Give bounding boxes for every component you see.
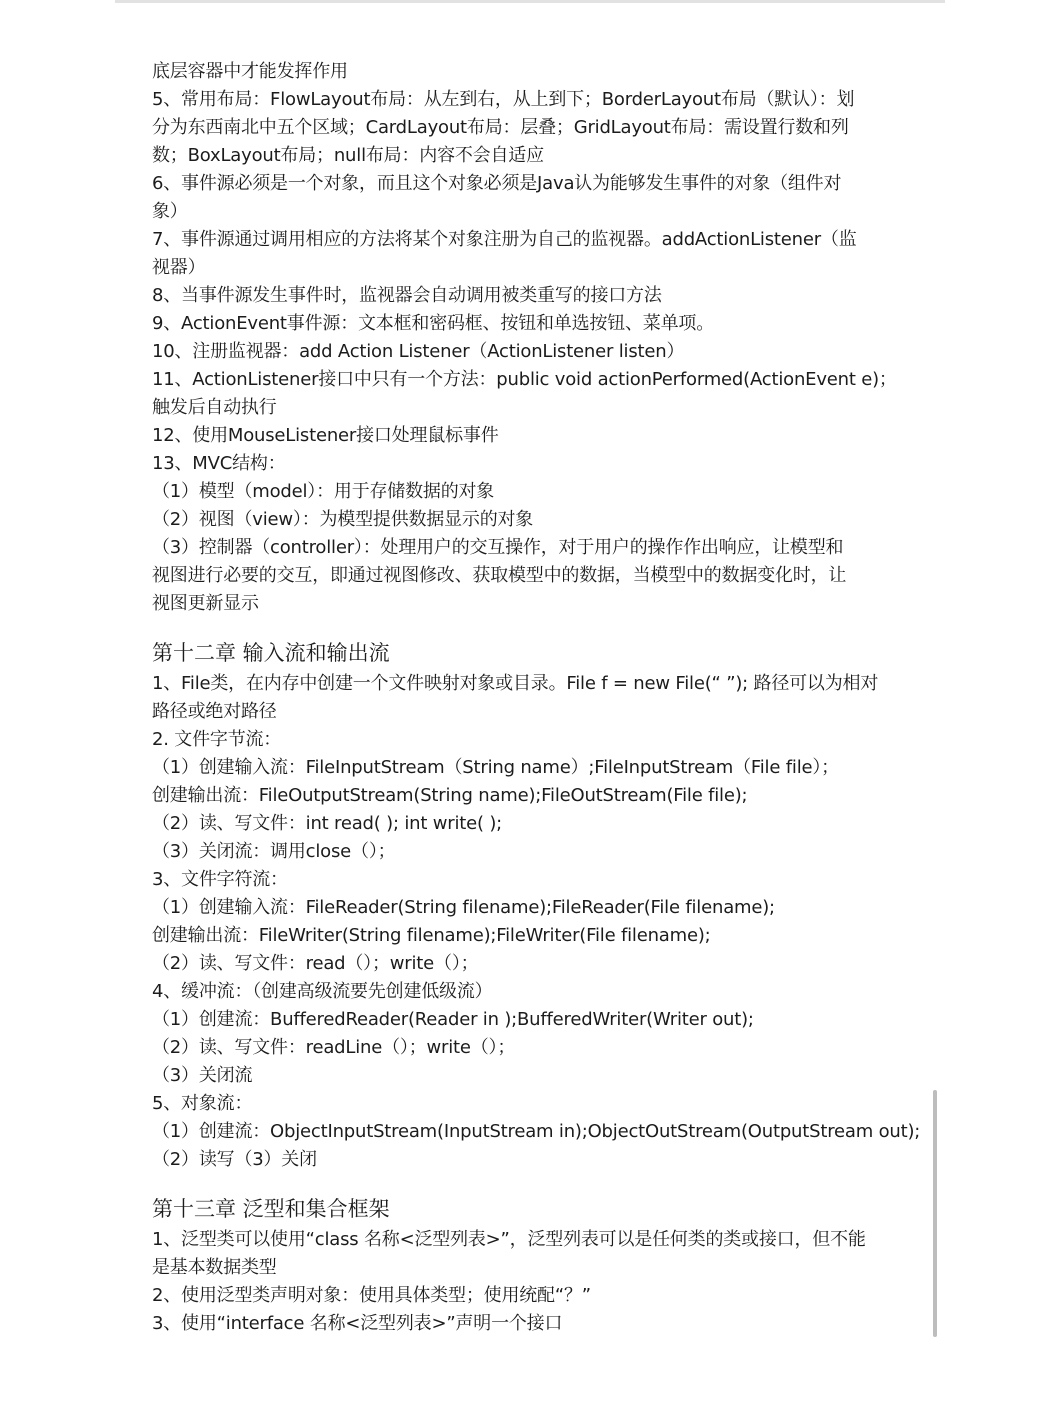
text-line: 9、ActionEvent事件源：文本框和密码框、按钮和单选按钮、菜单项。 xyxy=(152,313,714,334)
text-line: 2. 文件字节流： xyxy=(152,729,282,750)
text-line: 11、ActionListener接口中只有一个方法：public void actionPerformed(ActionEvent e)； xyxy=(152,369,897,390)
text-line: 5、对象流： xyxy=(152,1093,253,1114)
text-line: 路径或绝对路径 xyxy=(152,701,277,722)
chapter-heading: 第十二章 输入流和输出流 xyxy=(152,641,390,665)
text-line: （2）读、写文件：read（）；write（）； xyxy=(152,953,479,974)
text-line: （2）读、写文件：int read( ); int write( ); xyxy=(152,813,503,834)
text-line: （1）创建流：BufferedReader(Reader in );BufferedWriter(Writer out); xyxy=(152,1009,754,1030)
section-gap xyxy=(152,618,942,636)
text-line: （1）模型（model）：用于存储数据的对象 xyxy=(152,481,495,502)
text-line: 1、泛型类可以使用“class 名称<泛型列表>”，泛型列表可以是任何类的类或接口，但不能 xyxy=(152,1229,866,1250)
text-line: 4、缓冲流：（创建高级流要先创建低级流） xyxy=(152,981,493,1002)
text-line: 13、MVC结构： xyxy=(152,453,286,474)
text-line: （3）控制器（controller）：处理用户的交互操作，对于用户的操作作出响应，让模型和 xyxy=(152,537,844,558)
text-line: 12、使用MouseListener接口处理鼠标事件 xyxy=(152,425,499,446)
scrollbar-thumb[interactable] xyxy=(933,1090,937,1337)
text-line: 视器） xyxy=(152,257,206,278)
text-line: 底层容器中才能发挥作用 xyxy=(152,61,348,82)
text-line: （1）创建输入流：FileInputStream（String name）;FileInputStream（File file）； xyxy=(152,757,839,778)
document-page xyxy=(152,58,942,1338)
text-line: （2）视图（view）：为模型提供数据显示的对象 xyxy=(152,509,534,530)
text-line: 视图进行必要的交互，即通过视图修改、获取模型中的数据，当模型中的数据变化时，让 xyxy=(152,565,847,586)
text-line: （2）读写（3）关闭 xyxy=(152,1149,317,1170)
text-line: 创建输出流：FileWriter(String filename);FileWriter(File filename); xyxy=(152,925,711,946)
text-line: 8、当事件源发生事件时，监视器会自动调用被类重写的接口方法 xyxy=(152,285,662,306)
text-line: 触发后自动执行 xyxy=(152,397,277,418)
text-line: （3）关闭流：调用close（）； xyxy=(152,841,396,862)
text-line: 1、File类，在内存中创建一个文件映射对象或目录。File f = new File(“ ”); 路径可以为相对 xyxy=(152,673,879,694)
text-line: 5、常用布局：FlowLayout布局：从左到右，从上到下；BorderLayout布局（默认）：划 xyxy=(152,89,855,110)
text-line: （1）创建输入流：FileReader(String filename);FileReader(File filename); xyxy=(152,897,775,918)
text-line: 6、事件源必须是一个对象，而且这个对象必须是Java认为能够发生事件的对象（组件对 xyxy=(152,173,842,194)
top-divider xyxy=(115,0,945,3)
text-line: （3）关闭流 xyxy=(152,1065,253,1086)
text-line: 3、使用“interface 名称<泛型列表>”声明一个接口 xyxy=(152,1313,563,1334)
text-line: 数；BoxLayout布局；null布局：内容不会自适应 xyxy=(152,145,544,166)
text-line: 2、使用泛型类声明对象：使用具体类型；使用统配“？” xyxy=(152,1285,591,1306)
text-line: 3、文件字符流： xyxy=(152,869,288,890)
text-line: 视图更新显示 xyxy=(152,593,259,614)
section-gap xyxy=(152,1174,942,1192)
text-line: （2）读、写文件：readLine（）；write（）； xyxy=(152,1037,516,1058)
text-line: 10、注册监视器：add Action Listener（ActionListener listen） xyxy=(152,341,685,362)
text-line: 分为东西南北中五个区域；CardLayout布局：层叠；GridLayout布局：需设置行数和列 xyxy=(152,117,849,138)
text-line: 象） xyxy=(152,201,188,222)
text-line: 是基本数据类型 xyxy=(152,1257,277,1278)
text-line: （1）创建流：ObjectInputStream(InputStream in);ObjectOutStream(OutputStream out); xyxy=(152,1121,921,1142)
chapter-heading: 第十三章 泛型和集合框架 xyxy=(152,1197,390,1221)
text-line: 7、事件源通过调用相应的方法将某个对象注册为自己的监视器。addActionListener（监 xyxy=(152,229,857,250)
text-line: 创建输出流：FileOutputStream(String name);FileOutStream(File file); xyxy=(152,785,748,806)
